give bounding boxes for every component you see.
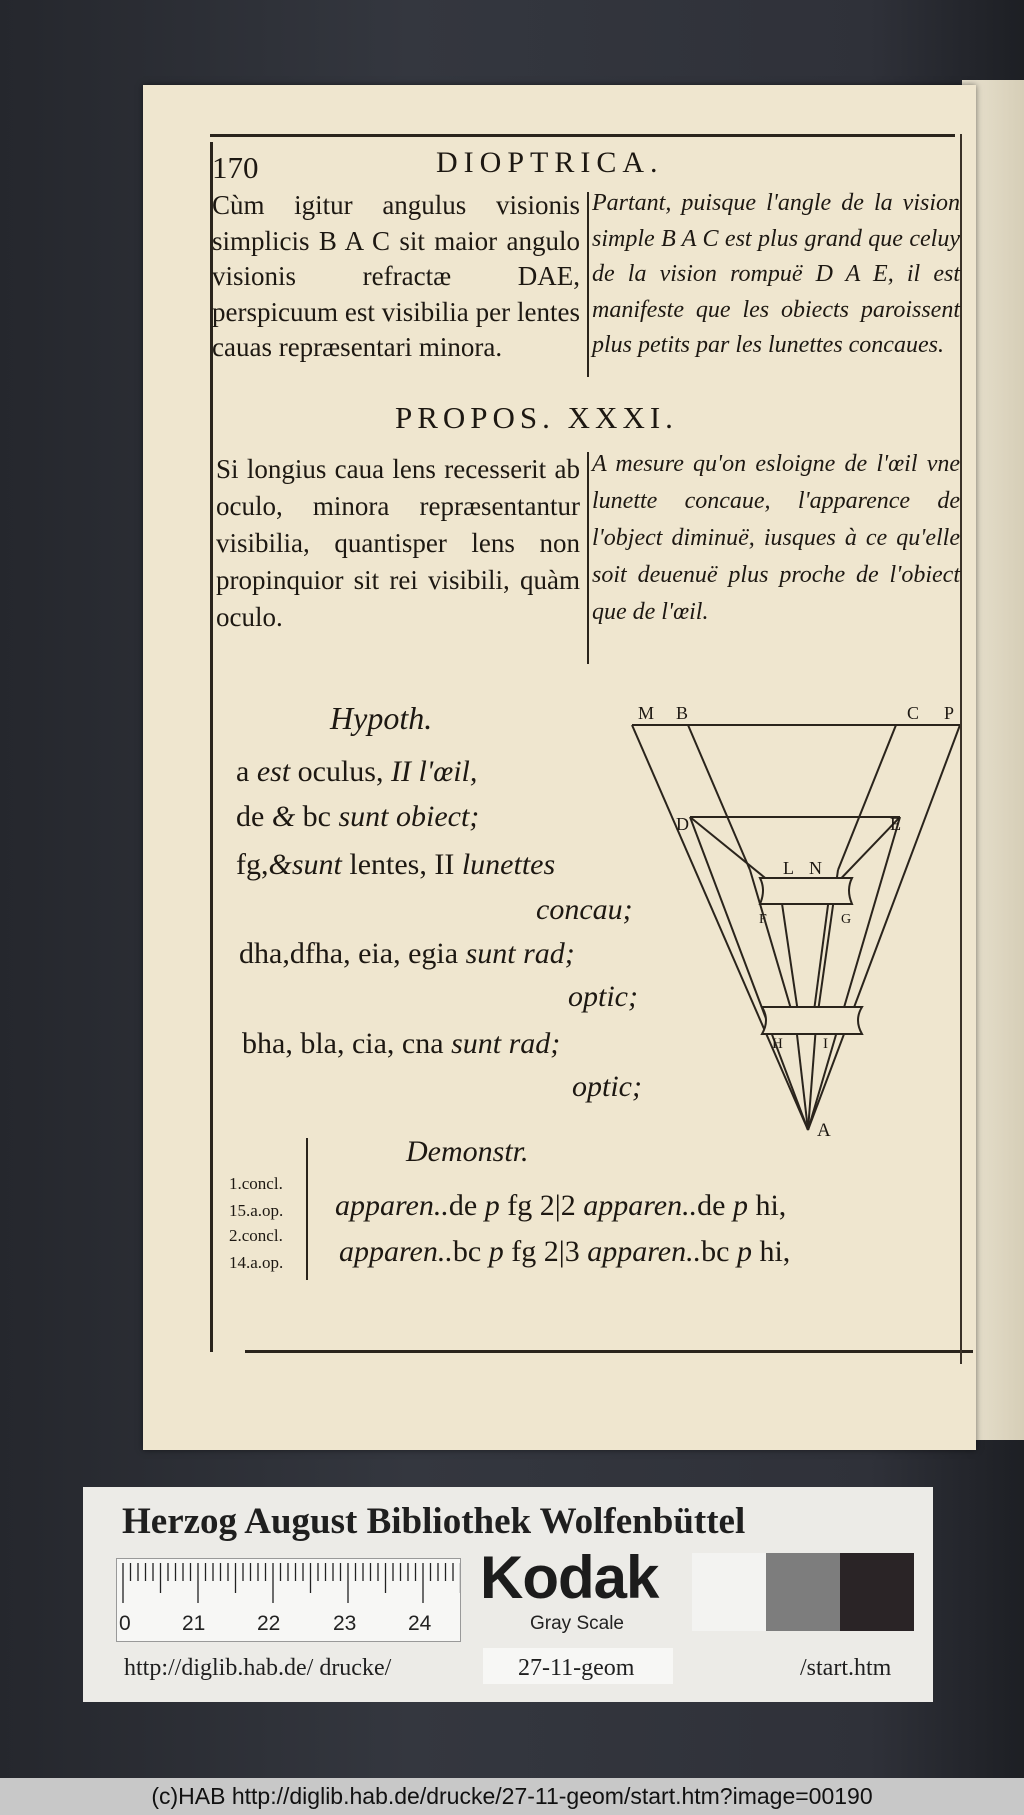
french-paragraph-1: Partant, puisque l'angle de la vision simple B A C est plus grand que celuy de la vision rompuë D A E, il est manifeste que les obiects paroissent plus petits par les lunettes concaues. <box>592 190 960 358</box>
url-right: /start.htm <box>800 1655 892 1681</box>
diagram-label-h: H <box>772 1036 783 1052</box>
hypothesis-line-5: bha, bla, cia, cna sunt rad; <box>242 1027 561 1060</box>
right-rule <box>960 134 962 1364</box>
diagram-label-p: P <box>944 703 955 723</box>
diagram-label-n: N <box>809 858 822 878</box>
margin-note-1: 1.concl. <box>229 1174 283 1193</box>
demonstration-title: Demonstr. <box>406 1135 529 1168</box>
library-name: Herzog August Bibliothek Wolfenbüttel <box>122 1501 746 1542</box>
hypothesis-line-4: dha,dfha, eia, egia sunt rad; <box>239 937 575 970</box>
column-rule-2 <box>587 452 589 664</box>
gray-patch-mid <box>766 1553 840 1631</box>
hypothesis-line-3: fg,&sunt lentes, II lunettes <box>236 848 556 881</box>
hypothesis-optic-2: optic; <box>572 1070 642 1103</box>
footer-text: (c)HAB http://diglib.hab.de/drucke/27-11-geom/start.htm?image=00190 <box>151 1783 873 1809</box>
diagram-ray-cn <box>838 725 896 870</box>
margin-note-rule <box>306 1138 308 1280</box>
diagram-label-c: C <box>907 703 920 723</box>
ruler-number-24: 24 <box>408 1612 432 1635</box>
margin-note-3: 2.concl. <box>229 1226 283 1245</box>
hypothesis-line-2: de & bc sunt obiect; <box>236 800 480 833</box>
lens-diagram <box>620 690 960 1140</box>
diagram-label-f: F <box>759 912 767 927</box>
demonstration-line-2: apparen..bc p fg 2|3 apparen..bc p hi, <box>339 1235 791 1268</box>
diagram-label-a: A <box>817 1120 831 1140</box>
margin-note-2: 15.a.op. <box>229 1201 284 1220</box>
gray-patch-white <box>692 1553 766 1631</box>
ruler-number-23: 23 <box>333 1612 357 1635</box>
gray-scale-label: Gray Scale <box>530 1613 624 1634</box>
diagram-label-d: D <box>676 814 689 834</box>
diagram-lens-hi <box>762 1007 862 1034</box>
url-left: http://diglib.hab.de/ drucke/ <box>124 1655 392 1681</box>
hypothesis-concau: concau; <box>536 893 633 926</box>
latin-paragraph-1: Cùm igitur angulus visionis simplicis B A C sit maior angulo visionis refractæ DAE, perspicuum est visibilia per lentes cauas repræsentari minora. <box>212 190 580 362</box>
running-title: DIOPTRICA. <box>436 146 664 179</box>
diagram-label-l: L <box>783 858 794 878</box>
top-rule <box>210 134 955 137</box>
diagram-ray-ma <box>632 725 808 1130</box>
diagram-lens-fg <box>760 878 852 904</box>
diagram-ray-bl <box>688 725 750 870</box>
diagram-label-i: I <box>823 1036 828 1052</box>
diagram-ray-gi <box>812 890 830 1026</box>
diagram-label-e: E <box>890 814 901 834</box>
hypothesis-optic-1: optic; <box>568 980 638 1013</box>
diagram-label-m: M <box>638 703 655 723</box>
bottom-rule <box>245 1350 973 1353</box>
hypothesis-title: Hypoth. <box>330 700 433 736</box>
hypothesis-line-1: a est oculus, II l'œil, <box>236 755 478 788</box>
french-paragraph-2: A mesure qu'on esloigne de l'œil vne lunette concaue, l'apparence de l'object diminuë, iusques à ce qu'elle soit deuenuë plus proche de l'obiect que de l'œil. <box>592 451 960 625</box>
ruler-number-0: 0 <box>119 1612 131 1635</box>
demonstration-line-1: apparen..de p fg 2|2 apparen..de p hi, <box>335 1189 787 1222</box>
ruler-number-22: 22 <box>257 1612 281 1635</box>
kodak-logo: Kodak <box>480 1544 659 1611</box>
url-middle: 27-11-geom <box>518 1655 635 1681</box>
column-rule-1 <box>587 192 589 377</box>
latin-paragraph-2: Si longius caua lens recesserit ab oculo, minora repræsentantur visibilia, quantisper lens non propinquior sit rei visibili, quàm oculo. <box>216 454 580 632</box>
diagram-label-b: B <box>676 703 689 723</box>
gray-patch-dark <box>840 1553 914 1631</box>
proposition-title: PROPOS. XXXI. <box>395 400 678 435</box>
diagram-label-g: G <box>841 912 852 927</box>
page-number: 170 <box>212 150 259 185</box>
ruler-number-21: 21 <box>182 1612 206 1635</box>
margin-note-4: 14.a.op. <box>229 1253 284 1272</box>
